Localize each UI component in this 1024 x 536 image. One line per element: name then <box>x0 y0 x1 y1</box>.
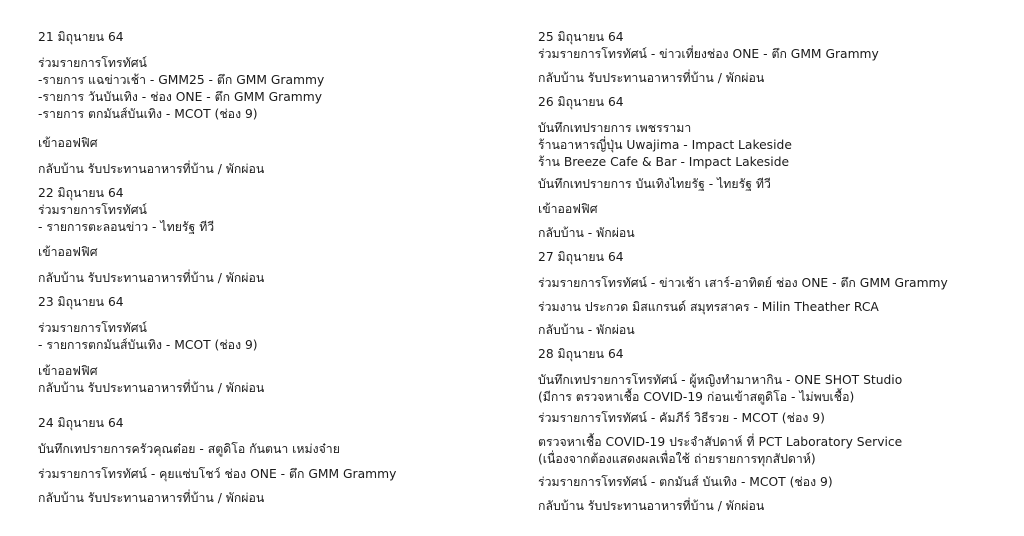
timeline-entry <box>538 275 948 292</box>
timeline-entry <box>538 70 764 87</box>
timeline-entry <box>538 249 624 266</box>
timeline-entry <box>38 270 264 287</box>
entry-text: -รายการ ตกมันส์บันเทิง - MCOT (ช่อง 9) <box>38 107 258 121</box>
timeline-entry <box>538 410 825 427</box>
timeline-entry <box>538 29 879 63</box>
timeline-entry <box>38 466 396 483</box>
timeline-entry <box>38 363 264 397</box>
entry-text: กลับบ้าน รับประทานอาหารที่บ้าน / พักผ่อน <box>538 499 765 513</box>
entry-text: บันทึกเทปรายการโทรทัศน์ - ผู้หญิงทำมาหากิน - ONE SHOT Studio <box>538 373 903 387</box>
entry-text: ร่วมรายการโทรทัศน์ - ข่าวเช้า เสาร์-อาทิตย์ ช่อง ONE - ตึก GMM Grammy <box>538 276 948 290</box>
entry-text: กลับบ้าน - พักผ่อน <box>538 226 635 240</box>
entry-text: -รายการ วันบันเทิง - ช่อง ONE - ตึก GMM Grammy <box>38 90 323 104</box>
entry-text: (มีการ ตรวจหาเชื้อ COVID-19 ก่อนเข้าสตูดิโอ - ไม่พบเชื้อ) <box>538 390 855 404</box>
timeline-entry <box>38 244 98 261</box>
timeline-entry <box>38 294 124 311</box>
entry-text: - รายการตกมันส์บันเทิง - MCOT (ช่อง 9) <box>38 338 258 352</box>
entry-text: -รายการ แฉข่าวเช้า - GMM25 - ตึก GMM Grammy <box>38 73 325 87</box>
entry-text: เข้าออฟฟิศ <box>38 364 98 378</box>
timeline-entry <box>38 135 98 152</box>
timeline-entry <box>538 94 624 111</box>
timeline-entry <box>538 120 792 171</box>
entry-text: ร่วมรายการโทรทัศน์ <box>38 321 147 335</box>
entry-text: 28 มิถุนายน 64 <box>538 347 624 361</box>
timeline-entry <box>538 299 879 316</box>
entry-text: บันทึกเทปรายการ เพชรรามา <box>538 121 692 135</box>
entry-text: (เนื่องจากต้องแสดงผลเพื่อใช้ ถ่ายรายการทุกสัปดาห์) <box>538 452 816 466</box>
entry-text: กลับบ้าน - พักผ่อน <box>538 323 635 337</box>
timeline-entry <box>538 434 902 468</box>
entry-text: ร่วมรายการโทรทัศน์ - ตกมันส์ บันเทิง - MCOT (ช่อง 9) <box>538 475 833 489</box>
entry-text: ร่วมรายการโทรทัศน์ - คุยแซ่บโชว์ ช่อง ONE - ตึก GMM Grammy <box>38 467 397 481</box>
entry-text: เข้าออฟฟิศ <box>38 136 98 150</box>
entry-text: - รายการตะลอนข่าว - ไทยรัฐ ทีวี <box>38 220 215 234</box>
entry-text: ร่วมงาน ประกวด มิสแกรนด์ สมุทรสาคร - Milin Theather RCA <box>538 300 879 314</box>
timeline-entry <box>38 55 324 123</box>
entry-text: ร้าน Breeze Cafe & Bar - Impact Lakeside <box>538 155 790 169</box>
entry-text: ร้านอาหารญี่ปุ่น Uwajima - Impact Lakeside <box>538 138 792 152</box>
timeline-entry <box>38 415 124 432</box>
timeline-entry <box>38 441 340 458</box>
entry-text: บันทึกเทปรายการ บันเทิงไทยรัฐ - ไทยรัฐ ทีวี <box>538 177 771 191</box>
entry-text: กลับบ้าน รับประทานอาหารที่บ้าน / พักผ่อน <box>38 271 265 285</box>
timeline-entry <box>538 201 598 218</box>
entry-text: กลับบ้าน รับประทานอาหารที่บ้าน / พักผ่อน <box>38 491 265 505</box>
timeline-entry <box>538 322 635 339</box>
timeline-entry <box>38 161 264 178</box>
entry-text: 21 มิถุนายน 64 <box>38 30 124 44</box>
entry-text: 22 มิถุนายน 64 <box>38 186 124 200</box>
entry-text: ร่วมรายการโทรทัศน์ - ข่าวเที่ยงช่อง ONE - ตึก GMM Grammy <box>538 47 879 61</box>
entry-text: กลับบ้าน รับประทานอาหารที่บ้าน / พักผ่อน <box>538 71 765 85</box>
entry-text: 26 มิถุนายน 64 <box>538 95 624 109</box>
timeline-entry <box>38 320 258 354</box>
entry-text: ร่วมรายการโทรทัศน์ - คัมภีร์ วิธีรวย - MCOT (ช่อง 9) <box>538 411 825 425</box>
timeline-entry <box>38 29 124 46</box>
timeline-entry <box>538 225 635 242</box>
timeline-entry <box>538 346 624 363</box>
entry-text: 25 มิถุนายน 64 <box>538 30 624 44</box>
entry-text: กลับบ้าน รับประทานอาหารที่บ้าน / พักผ่อน <box>38 162 265 176</box>
entry-text: 23 มิถุนายน 64 <box>38 295 124 309</box>
entry-text: กลับบ้าน รับประทานอาหารที่บ้าน / พักผ่อน <box>38 381 265 395</box>
entry-text: ร่วมรายการโทรทัศน์ <box>38 56 147 70</box>
timeline-entry <box>38 185 214 236</box>
timeline-entry <box>538 498 764 515</box>
entry-text: ร่วมรายการโทรทัศน์ <box>38 203 147 217</box>
entry-text: เข้าออฟฟิศ <box>538 202 598 216</box>
entry-text: ตรวจหาเชื้อ COVID-19 ประจำสัปดาห์ ที่ PCT Laboratory Service <box>538 435 903 449</box>
entry-text: บันทึกเทปรายการครัวคุณต๋อย - สตูดิโอ กันตนา เหม่งจ๋าย <box>38 442 340 456</box>
timeline-entry <box>538 474 833 491</box>
entry-text: เข้าออฟฟิศ <box>38 245 98 259</box>
timeline-entry <box>538 176 771 193</box>
entry-text: 27 มิถุนายน 64 <box>538 250 624 264</box>
timeline-entry <box>38 490 264 507</box>
entry-text: 24 มิถุนายน 64 <box>38 416 124 430</box>
timeline-entry <box>538 372 902 406</box>
